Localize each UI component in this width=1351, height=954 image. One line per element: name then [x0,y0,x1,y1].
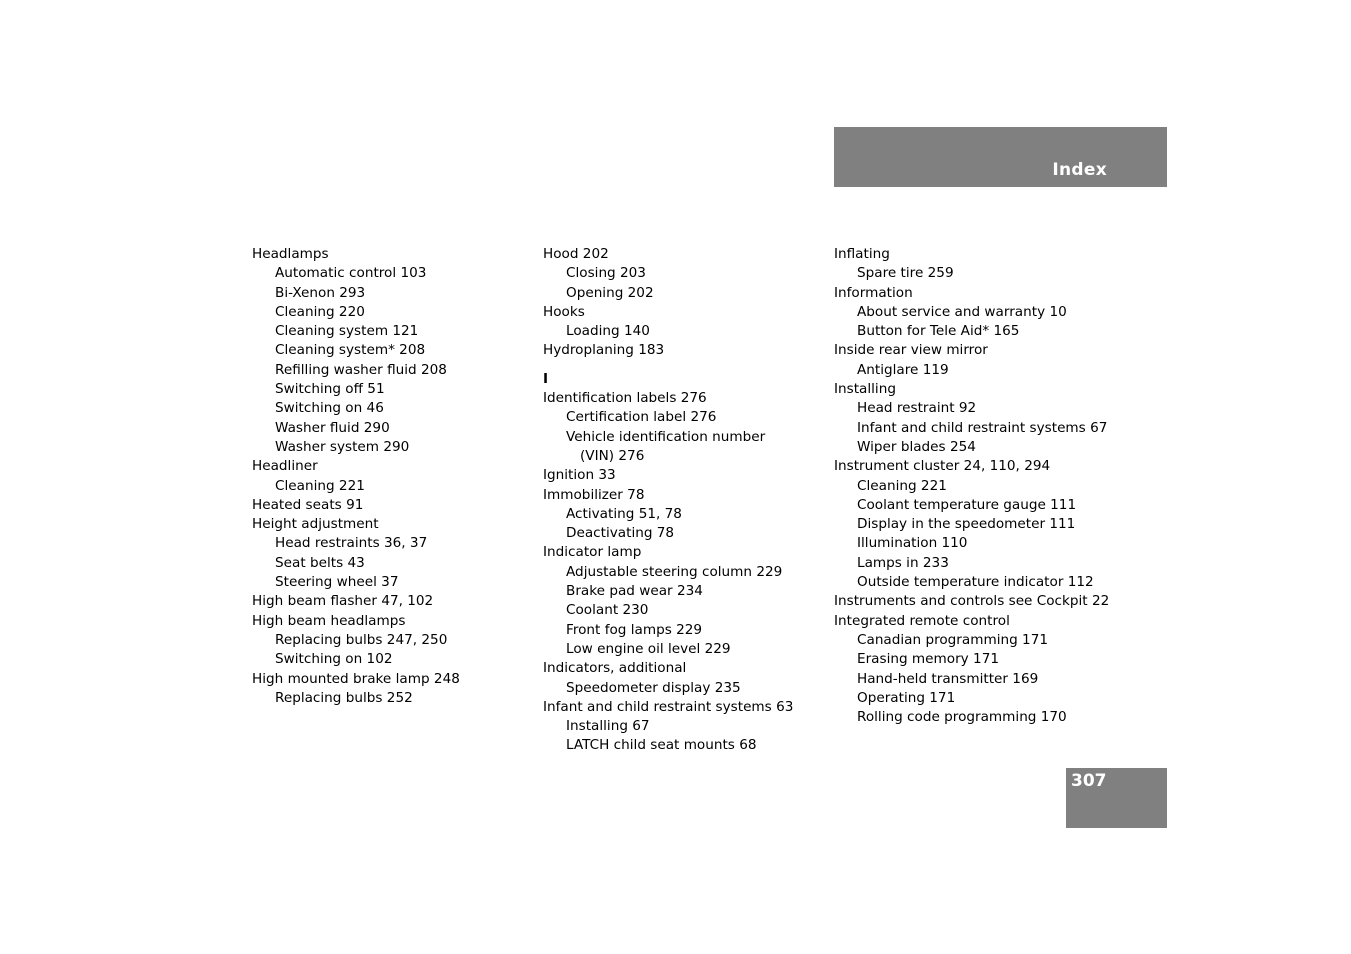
index-subentry: Washer system 290 [275,438,410,455]
index-subentry: Brake pad wear 234 [566,583,703,600]
index-entry: Headlamps [252,246,329,262]
index-subentry: Automatic control 103 [275,265,427,282]
index-subentry: Display in the speedometer 111 [857,516,1076,533]
index-entry: Infant and child restraint systems 63 [543,698,794,715]
index-entry: Inside rear view mirror [834,342,988,359]
index-letter-heading: I [543,370,549,387]
index-subentry: Cleaning 221 [857,477,947,494]
index-entry: Indicators, additional [543,660,687,677]
index-subentry: Front fog lamps 229 [566,621,703,638]
index-subentry: Activating 51, 78 [566,505,682,522]
index-subentry: Head restraint 92 [857,400,977,417]
index-entry: Instrument cluster 24, 110, 294 [834,458,1051,475]
index-subentry-continuation: (VIN) 276 [580,447,645,464]
index-subentry: Seat belts 43 [275,554,365,571]
index-entry: Inflating [834,246,890,262]
index-subentry: Closing 203 [566,265,646,282]
index-subentry: Vehicle identification number [566,428,766,445]
index-entry: Instruments and controls see Cockpit 22 [834,593,1110,610]
index-subentry: Cleaning 220 [275,303,365,320]
index-subentry: Switching off 51 [275,381,385,398]
index-subentry: Bi-Xenon 293 [275,284,366,301]
index-entry: Indicator lamp [543,544,642,561]
index-subentry: Refilling washer fluid 208 [275,361,447,378]
index-entry: High beam headlamps [252,612,406,629]
index-subentry: Operating 171 [857,689,956,706]
page-number-tab [1066,768,1167,828]
index-subentry: Illumination 110 [857,535,968,552]
page-number: 307 [1071,771,1107,791]
index-subentry: LATCH child seat mounts 68 [566,737,757,754]
index-entry: Height adjustment [252,516,379,533]
index-subentry: Low engine oil level 229 [566,640,731,657]
index-subentry: Hand-held transmitter 169 [857,670,1039,687]
index-column-1 [252,245,537,708]
page-title: Index [1052,160,1107,180]
index-subentry: About service and warranty 10 [857,303,1067,320]
index-subentry: Cleaning system 121 [275,323,419,340]
index-subentry: Coolant 230 [566,602,649,619]
index-entry: Integrated remote control [834,612,1010,629]
index-entry: Immobilizer 78 [543,486,645,503]
index-entry: High beam flasher 47, 102 [252,593,434,610]
index-column-3 [834,245,1119,727]
index-subentry: Washer fluid 290 [275,419,390,436]
index-entry: Hooks [543,303,585,320]
index-subentry: Deactivating 78 [566,525,675,542]
index-subentry: Cleaning 221 [275,477,365,494]
index-column-2 [543,245,828,756]
index-entry: Installing [834,381,896,398]
index-entry: Identification labels 276 [543,390,707,407]
index-subentry: Outside temperature indicator 112 [857,574,1094,591]
index-subentry: Adjustable steering column 229 [566,563,783,580]
index-subentry: Replacing bulbs 252 [275,689,413,706]
index-subentry: Replacing bulbs 247, 250 [275,631,448,648]
index-subentry: Infant and child restraint systems 67 [857,419,1108,436]
index-subentry: Switching on 102 [275,651,393,668]
index-subentry: Lamps in 233 [857,554,949,571]
index-entry: Ignition 33 [543,467,616,484]
index-subentry: Erasing memory 171 [857,651,999,668]
index-subentry: Head restraints 36, 37 [275,535,428,552]
index-subentry: Cleaning system* 208 [275,342,426,359]
index-subentry: Opening 202 [566,284,654,301]
index-entry: Information [834,284,913,301]
index-subentry: Button for Tele Aid* 165 [857,323,1020,340]
index-subentry: Steering wheel 37 [275,574,399,591]
index-subentry: Certification label 276 [566,409,717,426]
index-subentry: Antiglare 119 [857,361,949,378]
index-subentry: Canadian programming 171 [857,631,1048,648]
index-entry: High mounted brake lamp 248 [252,670,460,687]
index-subentry: Rolling code programming 170 [857,709,1067,726]
index-entry: Heated seats 91 [252,496,364,513]
index-subentry: Coolant temperature gauge 111 [857,496,1077,513]
index-entry: Hood 202 [543,246,609,262]
index-subentry: Switching on 46 [275,400,384,417]
header-bar [834,127,1167,187]
index-subentry: Wiper blades 254 [857,438,976,455]
index-subentry: Loading 140 [566,323,650,340]
index-entry: Headliner [252,458,318,475]
index-subentry: Spare tire 259 [857,265,954,282]
index-subentry: Speedometer display 235 [566,679,741,696]
index-subentry: Installing 67 [566,718,650,735]
index-entry: Hydroplaning 183 [543,342,665,359]
